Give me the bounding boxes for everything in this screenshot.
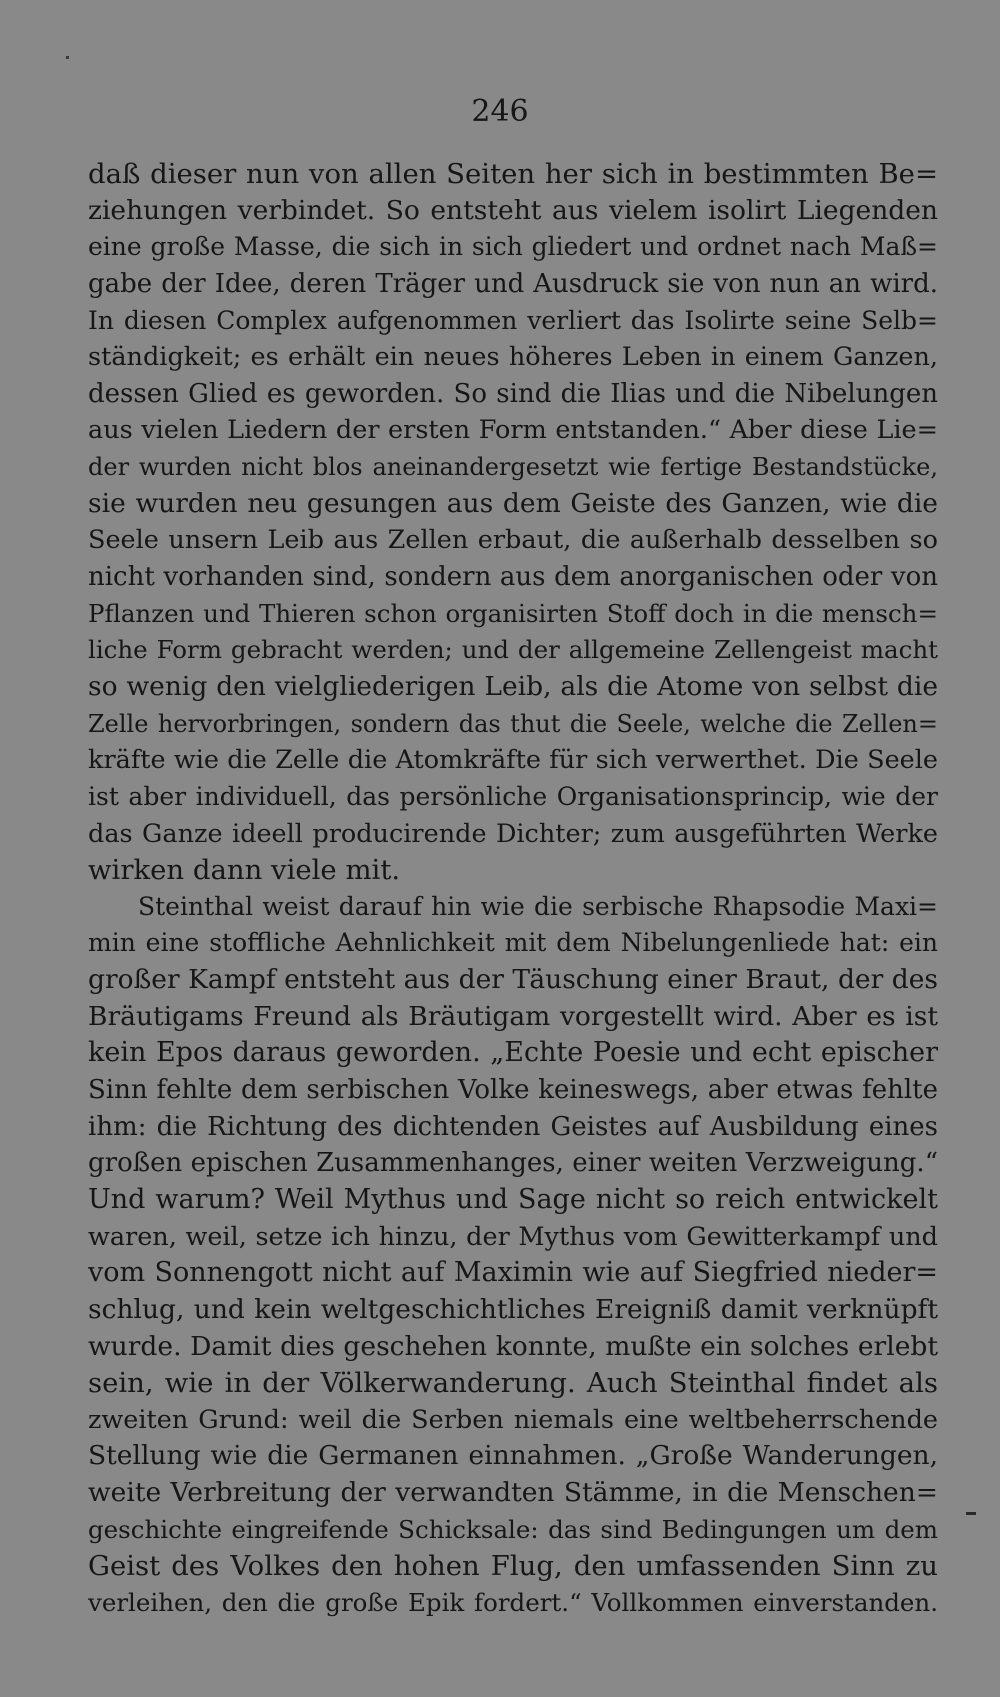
text-line: In diesen Complex aufgenommen verliert das Isolirte seine Selb=: [88, 305, 938, 335]
body-text: [88, 156, 938, 1622]
paragraph-start-line: Steinthal weist darauf hin wie die serbische Rhapsodie Maxi=: [138, 891, 938, 921]
text-line: ist aber individuell, das persönliche Organisationsprincip, wie der: [88, 781, 938, 811]
text-line: dessen Glied es geworden. So sind die Ilias und die Nibelungen: [88, 378, 938, 409]
text-line: gabe der Idee, deren Träger und Ausdruck sie von nun an wird.: [88, 268, 938, 299]
text-line: weite Verbreitung der verwandten Stämme, in die Menschen=: [88, 1477, 938, 1509]
text-line: nicht vorhanden sind, sondern aus dem anorganischen oder von: [88, 562, 938, 593]
text-line: das Ganze ideell producirende Dichter; zum ausgeführten Werke: [88, 818, 938, 849]
text-line: schlug, und kein weltgeschichtliches Ereigniß damit verknüpft: [88, 1293, 938, 1325]
text-line: wurde. Damit dies geschehen konnte, mußte ein solches erlebt: [88, 1330, 938, 1362]
text-line: großer Kampf entsteht aus der Täuschung einer Braut, der des: [88, 964, 938, 996]
text-line: Seele unsern Leib aus Zellen erbaut, die außerhalb desselben so: [88, 525, 938, 556]
page-number: 246: [471, 94, 529, 129]
text-line: kein Epos daraus geworden. „Echte Poesie und echt epischer: [88, 1037, 938, 1069]
text-line: Bräutigams Freund als Bräutigam vorgestellt wird. Aber es ist: [88, 1000, 938, 1032]
text-line: sein, wie in der Völkerwanderung. Auch Steinthal findet als: [88, 1367, 938, 1400]
text-line: eine große Masse, die sich in sich gliedert und ordnet nach Maß=: [88, 232, 938, 262]
text-line: waren, weil, setze ich hinzu, der Mythus vom Gewitterkampf und: [88, 1221, 938, 1252]
paper-speck: [66, 56, 69, 59]
text-line: verleihen, den die große Epik fordert.“ Vollkommen einverstanden.: [88, 1587, 938, 1617]
text-line: Pflanzen und Thieren schon organisirten Stoff doch in die mensch=: [88, 598, 938, 628]
text-line: Geist des Volkes den hohen Flug, den umfassenden Sinn zu: [88, 1550, 938, 1583]
text-line: vom Sonnengott nicht auf Maximin wie auf Siegfried nieder=: [88, 1257, 938, 1289]
text-line: ständigkeit; es erhält ein neues höheres Leben in einem Ganzen,: [88, 342, 938, 373]
text-line: sie wurden neu gesungen aus dem Geiste des Ganzen, wie die: [88, 487, 938, 519]
margin-mark: [966, 1512, 976, 1515]
text-line: großen epischen Zusammenhanges, einer weiten Verzweigung.“: [88, 1148, 938, 1179]
text-line: so wenig den vielgliederigen Leib, als die Atome von selbst die: [88, 670, 938, 702]
text-line: Und warum? Weil Mythus und Sage nicht so reich entwickelt: [88, 1183, 938, 1215]
text-line: ihm: die Richtung des dichtenden Geistes auf Ausbildung eines: [88, 1111, 938, 1142]
paragraph-end-line: wirken dann viele mit.: [88, 854, 401, 887]
text-line: Sinn fehlte dem serbischen Volke keineswegs, aber etwas fehlte: [88, 1075, 938, 1106]
text-line: Stellung wie die Germanen einnahmen. „Große Wanderungen,: [88, 1440, 938, 1472]
text-line: kräfte wie die Zelle die Atomkräfte für sich verwerthet. Die Seele: [88, 745, 938, 776]
text-line: aus vielen Liedern der ersten Form entstanden.“ Aber diese Lie=: [88, 415, 938, 446]
text-line: liche Form gebracht werden; und der allgemeine Zellengeist macht: [88, 635, 938, 665]
text-line: zweiten Grund: weil die Serben niemals eine weltbeherrschende: [88, 1404, 938, 1435]
text-line: geschichte eingreifende Schicksale: das sind Bedingungen um dem: [88, 1514, 938, 1544]
text-line: Zelle hervorbringen, sondern das thut die Seele, welche die Zellen=: [88, 709, 938, 738]
text-line: ziehungen verbindet. So entsteht aus vielem isolirt Liegenden: [88, 194, 938, 226]
text-line: daß dieser nun von allen Seiten her sich in bestimmten Be=: [88, 158, 938, 190]
text-line: der wurden nicht blos aneinandergesetzt wie fertige Bestandstücke,: [88, 453, 938, 482]
text-line: min eine stoffliche Aehnlichkeit mit dem Nibelungenliede hat: ein: [88, 928, 938, 958]
